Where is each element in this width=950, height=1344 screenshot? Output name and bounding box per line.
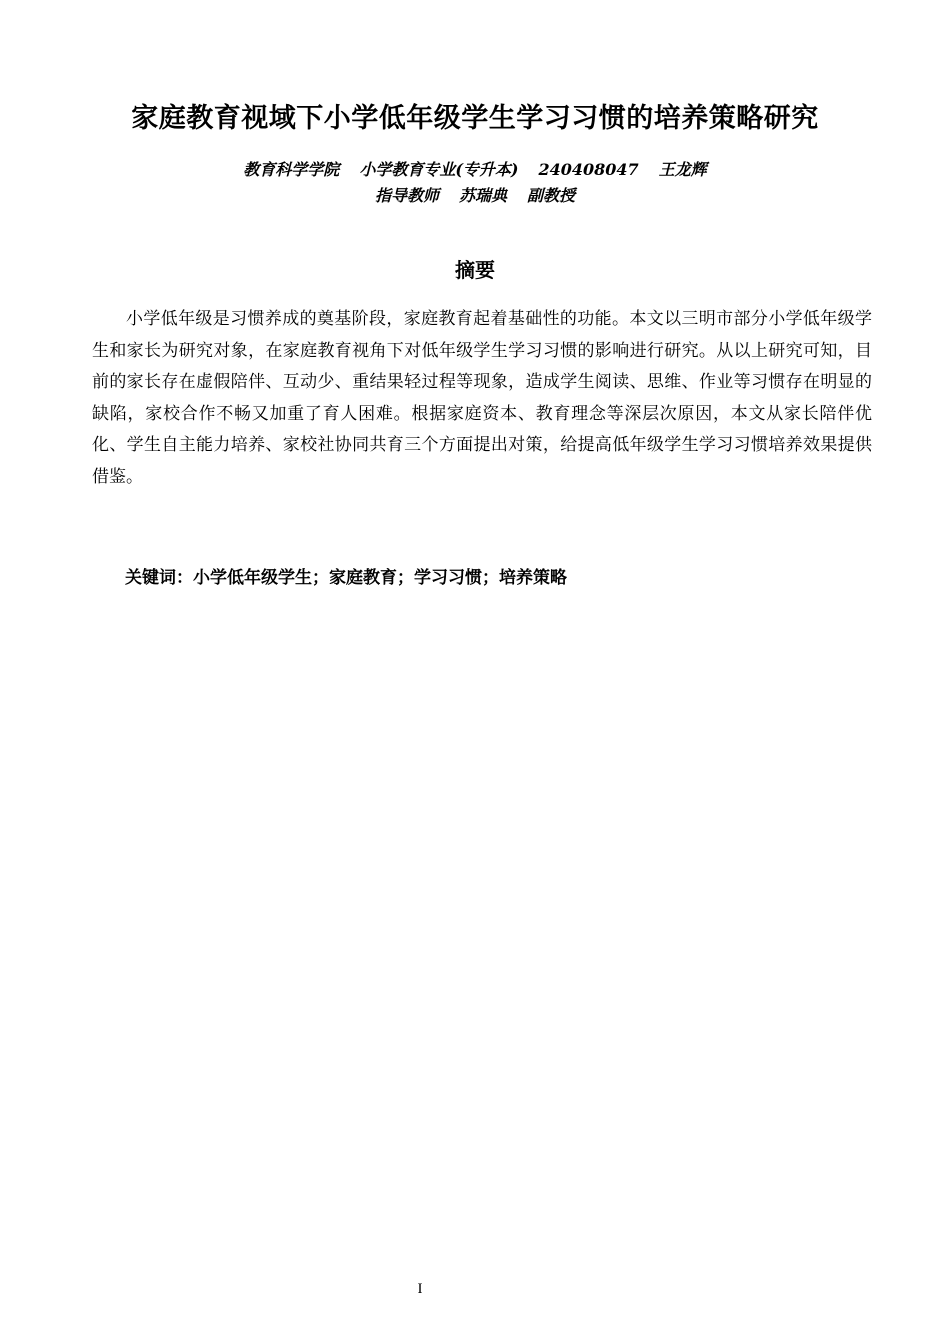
page-number-text: I bbox=[417, 1281, 423, 1297]
page-number bbox=[0, 1278, 950, 1300]
student-name: 王龙辉 bbox=[658, 160, 707, 179]
advisor-info-line bbox=[0, 184, 950, 208]
advisor-title: 副教授 bbox=[527, 186, 576, 205]
major-name: 小学教育专业(专升本) bbox=[359, 160, 519, 179]
advisor-name: 苏瑞典 bbox=[458, 186, 507, 205]
paper-title: 家庭教育视域下小学低年级学生学习习惯的培养策略研究 bbox=[131, 103, 819, 134]
advisor-label: 指导教师 bbox=[374, 186, 439, 205]
keywords-label: 关键词： bbox=[125, 568, 193, 588]
student-id: 240408047 bbox=[538, 160, 639, 179]
college-name: 教育科学学院 bbox=[243, 160, 340, 179]
keywords-text: 小学低年级学生；家庭教育；学习习惯；培养策略 bbox=[193, 568, 567, 588]
author-info-line bbox=[0, 158, 950, 182]
abstract-body: 小学低年级是习惯养成的奠基阶段，家庭教育起着基础性的功能。本文以三明市部分小学低年级学生和家长为研究对象，在家庭教育视角下对低年级学生学习习惯的影响进行研究。从以上研究可知，目前的家长存在虚假陪伴、互动少、重结果轻过程等现象，造成学生阅读、思维、作业等习惯存在明显的缺陷，家校合作不畅又加重了育人困难。根据家庭资本、教育理念等深层次原因，本文从家长陪伴优化、学生自主能力培养、家校社协同共育三个方面提出对策，给提高低年级学生学习习惯培养效果提供借鉴。 bbox=[92, 309, 872, 487]
abstract-heading: 摘要 bbox=[455, 258, 495, 282]
keywords-line bbox=[125, 564, 885, 592]
